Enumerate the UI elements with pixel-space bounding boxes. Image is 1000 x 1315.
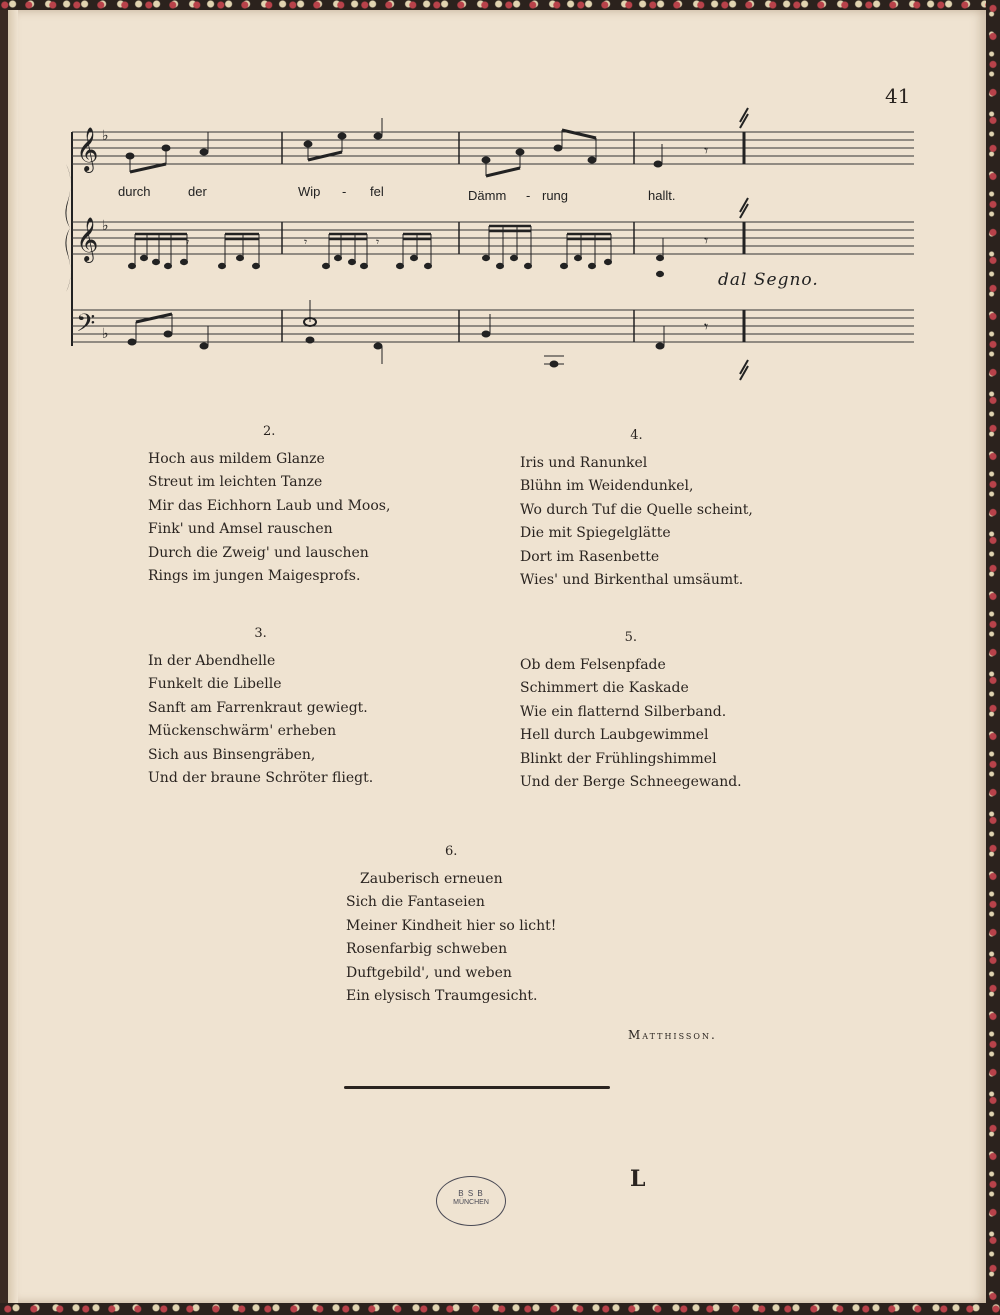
verse-line: Funkelt die Libelle (148, 676, 282, 692)
verse-line: Rosenfarbig schweben (346, 941, 508, 957)
stanza-number: 3. (254, 626, 267, 641)
verse-line: Sich die Fantaseien (346, 894, 485, 910)
stamp-line-1: B S B (458, 1189, 484, 1198)
verse-line: Meiner Kindheit hier so licht! (346, 917, 557, 934)
verse-line: Iris und Ranunkel (520, 454, 648, 471)
staff-voice (72, 132, 914, 164)
binding-border-right (986, 0, 1000, 1315)
verse-line: Wo durch Tuf die Quelle scheint, (520, 501, 753, 518)
page-number: 41 (885, 84, 911, 108)
lyric-syllable: der (188, 184, 207, 199)
signature-mark: L (630, 1166, 646, 1192)
stanza-4 (520, 424, 753, 593)
binding-border-top (0, 0, 1000, 10)
verse-line: Streut im leichten Tanze (148, 474, 323, 490)
staff-piano-bass (72, 310, 914, 342)
stamp-line-2: MÜNCHEN (453, 1199, 489, 1206)
stanza-5 (520, 626, 742, 795)
stanza-number: 5. (624, 630, 638, 645)
verse-line: Blinkt der Frühlingshimmel (520, 750, 717, 767)
dal-segno-direction: dal Segno. (718, 270, 819, 290)
flat-key-signature: ♭ (102, 326, 109, 342)
svg-text:𝄾: 𝄾 (704, 141, 709, 160)
closing-rule (344, 1086, 610, 1089)
verse-line: Die mit Spiegelglätte (520, 525, 671, 541)
flat-key-signature: ♭ (102, 218, 109, 234)
verse-line: Mir das Eichhorn Laub und Moos, (148, 497, 391, 514)
verse-line: Wies' und Birkenthal umsäumt. (520, 572, 744, 588)
stanza-2 (148, 420, 390, 589)
treble-clef-icon: 𝄞 (76, 127, 99, 171)
verse-line: Blühn im Weidendunkel, (520, 478, 694, 494)
verse-line: Und der braune Schröter fliegt. (148, 770, 374, 786)
voice-notes (126, 118, 708, 176)
lyric-syllable: Dämm (468, 188, 507, 203)
verse-line: Duftgebild', und weben (346, 964, 512, 981)
verse-line: Rings im jungen Maigesprofs. (148, 568, 361, 584)
verse-line: Ob dem Felsenpfade (520, 656, 666, 673)
svg-text:𝄾: 𝄾 (376, 235, 380, 249)
svg-text:𝄾: 𝄾 (704, 231, 709, 250)
bass-clef-icon: 𝄢 (76, 309, 96, 344)
lyric-syllable: - (526, 188, 531, 203)
stanza-number: 4. (630, 428, 643, 443)
lyric-syllable: rung (542, 188, 569, 203)
stanza-6 (346, 840, 556, 1009)
verse-line: Ein elysisch Traumgesicht. (346, 988, 538, 1004)
lyric-syllable: fel (370, 184, 384, 199)
sheet-music-page (8, 10, 986, 1303)
lyric-syllable: durch (118, 184, 151, 199)
lyric-syllable: Wip (298, 184, 321, 199)
svg-text:𝄾: 𝄾 (704, 317, 709, 336)
library-stamp (436, 1176, 506, 1226)
system-brace (65, 164, 70, 292)
verse-line: Sanft am Farrenkraut gewiegt. (148, 699, 368, 716)
lyric-syllable: - (342, 184, 347, 199)
verse-line: Sich aus Binsengräben, (148, 746, 316, 763)
binding-border-bottom (0, 1303, 1000, 1315)
stanza-3 (148, 622, 373, 791)
stanza-number: 2. (263, 424, 276, 439)
svg-text:𝄾: 𝄾 (304, 235, 308, 249)
verse-line: Fink' und Amsel rauschen (148, 521, 333, 537)
verse-line: Wie ein flatternd Silberband. (520, 703, 727, 720)
verse-line: Dort im Rasenbette (520, 548, 660, 565)
flat-key-signature: ♭ (102, 128, 109, 144)
svg-text:𝄾: 𝄾 (186, 235, 190, 249)
verse-line: Und der Berge Schneegewand. (520, 774, 742, 790)
verse-line: Hoch aus mildem Glanze (148, 450, 325, 467)
verse-line: Mückenschwärm' erheben (148, 723, 337, 739)
lyric-syllable: hallt. (648, 188, 676, 203)
verse-line: Durch die Zweig' und lauschen (148, 544, 369, 561)
author-credit: Matthisson. (628, 1028, 717, 1042)
stanza-number: 6. (444, 844, 458, 859)
verse-line: Zauberisch erneuen (360, 870, 503, 887)
piano-treble-notes (129, 226, 709, 277)
treble-clef-icon: 𝄞 (76, 217, 99, 261)
verse-line: In der Abendhelle (148, 652, 276, 669)
verse-line: Hell durch Laubgewimmel (520, 727, 709, 743)
verse-line: Schimmert die Kaskade (520, 680, 689, 696)
musical-score (8, 10, 986, 410)
